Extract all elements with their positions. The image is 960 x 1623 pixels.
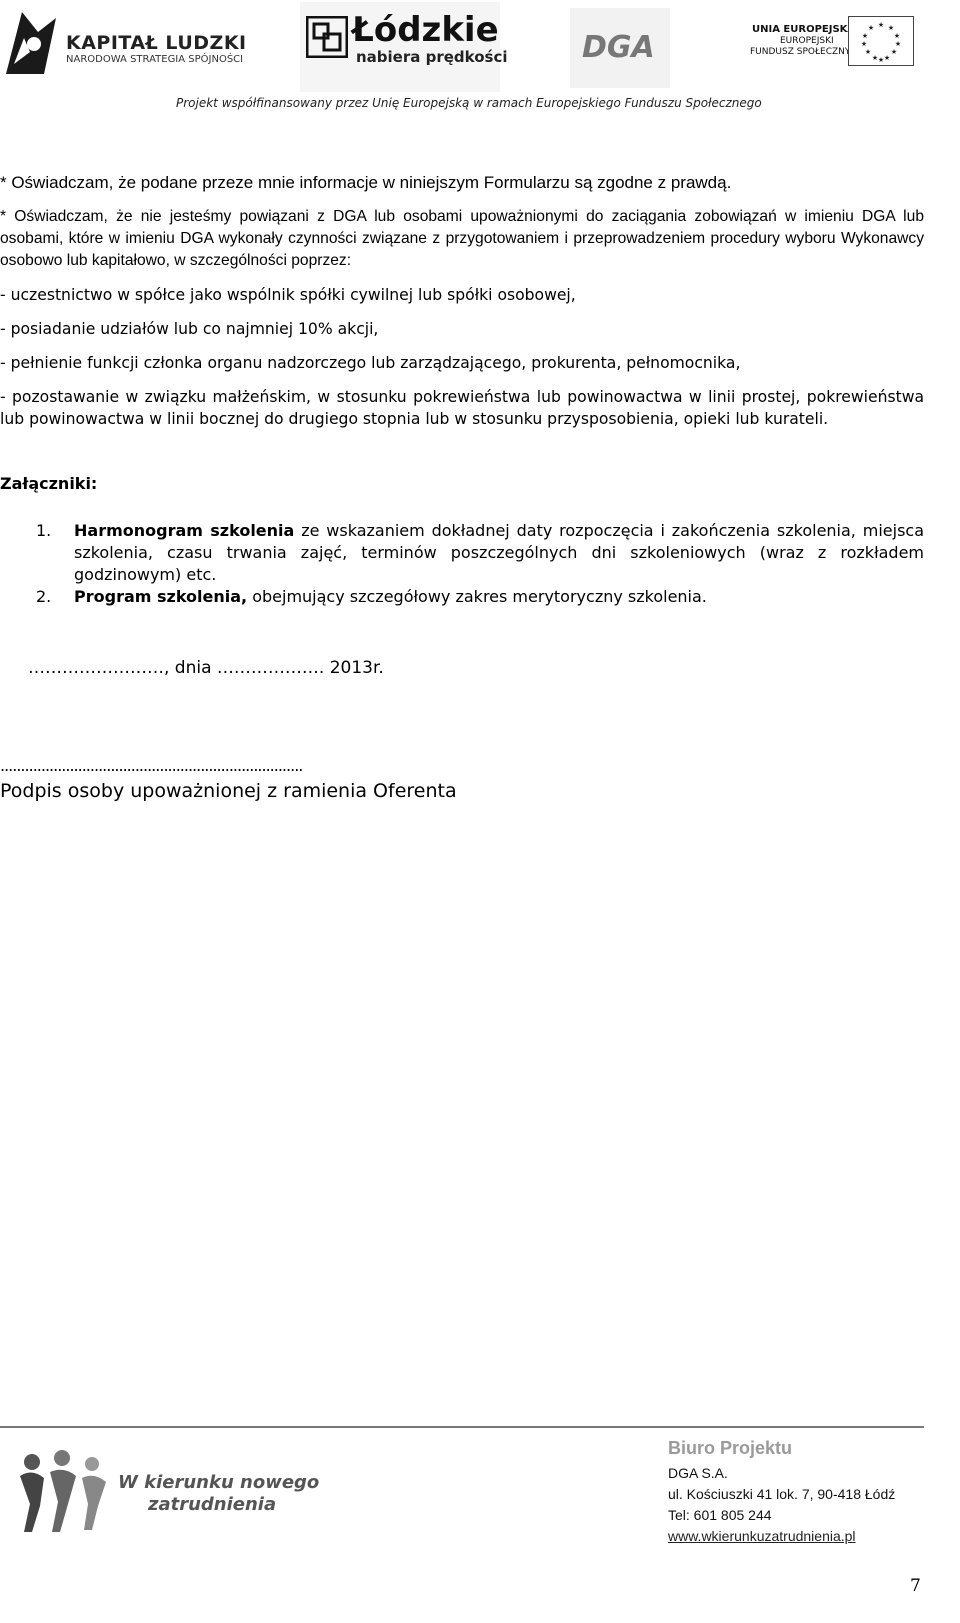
attachment-description: ze wskazaniem dokładnej daty rozpoczęcia i zakończenia szkolenia, miejsca szkolenia, czasu trwania zajęć, terminów poszczególnych dni szkoleniowych (wraz z rozkładem godzinowym) etc.	[74, 521, 925, 584]
kapital-ludzki-subtitle: NARODOWA STRATEGIA SPÓJNOŚCI	[66, 54, 244, 65]
footer-divider	[0, 1426, 924, 1428]
lodzkie-subtitle: nabiera prędkości	[356, 48, 508, 66]
eu-line2: EUROPEJSKI	[780, 36, 834, 46]
page-number: 7	[910, 1576, 921, 1596]
relation-item-3: - pełnienie funkcji członka organu nadzorczego lub zarządzającego, prokurenta, pełnomocnika,	[0, 354, 741, 372]
page-header	[0, 0, 960, 120]
w-kierunku-logo	[10, 1440, 330, 1540]
office-website-link[interactable]: www.wkierunkuzatrudnienia.pl	[668, 1528, 856, 1544]
svg-text:★: ★	[893, 32, 901, 40]
attachment-item-2	[0, 586, 924, 608]
logo-text-line1: W kierunku nowego	[118, 1472, 320, 1493]
relation-item-1: - uczestnictwo w spółce jako wspólnik spółki cywilnej lub spółki osobowej,	[0, 286, 576, 304]
attachment-number: 2.	[36, 587, 52, 606]
office-company: DGA S.A.	[668, 1465, 728, 1481]
lodzkie-logo	[300, 2, 508, 92]
office-address: ul. Kościuszki 41 lok. 7, 90-418 Łódź	[668, 1486, 896, 1502]
kapital-ludzki-title: KAPITAŁ LUDZKI	[66, 32, 247, 54]
logo-text-line2: zatrudnienia	[148, 1494, 277, 1515]
svg-text:★: ★	[890, 48, 898, 56]
svg-text:★: ★	[877, 56, 885, 64]
kapital-ludzki-logo	[4, 8, 264, 78]
svg-text:★: ★	[894, 40, 902, 48]
svg-text:★: ★	[860, 40, 868, 48]
svg-text:★: ★	[883, 54, 891, 62]
lodzkie-emblem-icon	[306, 16, 348, 58]
project-cofinancing-line: Projekt współfinansowany przez Unię Europejską w ramach Europejskiego Funduszu Społecznego	[176, 96, 762, 110]
people-figures-icon	[10, 1446, 120, 1536]
attachment-title: Harmonogram szkolenia	[74, 521, 295, 540]
attachment-title: Program szkolenia,	[74, 587, 248, 606]
svg-text:★: ★	[871, 54, 879, 62]
relation-item-2: - posiadanie udziałów lub co najmniej 10% akcji,	[0, 320, 379, 338]
kapital-ludzki-emblem-icon	[4, 8, 58, 76]
relation-item-4: - pozostawanie w związku małżeńskim, w stosunku pokrewieństwa lub powinowactwa w linii prostej, pokrewieństwa lub powinowactwa w linii bocznej do drugiego stopnia lub w stosunku przysposobienia, opieki lub kurateli.	[0, 388, 924, 428]
eu-flag-icon	[848, 16, 914, 66]
svg-text:★: ★	[861, 32, 869, 40]
attachment-description: obejmujący szczegółowy zakres merytoryczny szkolenia.	[247, 587, 707, 606]
attachments-list	[0, 520, 924, 608]
svg-text:★: ★	[887, 24, 895, 32]
attachment-number: 1.	[36, 521, 52, 540]
signature-dots: ..........................................................................	[0, 756, 303, 775]
place-date-line: ……………………, dnia ………………. 2013r.	[28, 658, 384, 678]
project-office-info	[668, 1438, 928, 1547]
office-title: Biuro Projektu	[668, 1438, 793, 1458]
office-phone: Tel: 601 805 244	[668, 1507, 772, 1523]
svg-text:★: ★	[867, 24, 875, 32]
dga-logo-text: DGA	[582, 30, 655, 65]
eu-logo	[740, 12, 920, 74]
lodzkie-title: Łódzkie	[352, 10, 499, 50]
attachment-item-1	[0, 520, 924, 586]
attachments-heading: Załączniki:	[0, 474, 98, 493]
svg-text:★: ★	[864, 48, 872, 56]
declaration-no-relations: * Oświadczam, że nie jesteśmy powiązani z DGA lub osobami upoważnionymi do zaciągania zobowiązań w imieniu DGA lub osobami, które w imieniu DGA wykonały czynności związane z przygotowaniem i przeprowadzeniem procedury wyboru Wykonawcy osobowo lub kapitałowo, w szczególności poprzez:	[0, 208, 924, 269]
signature-label: Podpis osoby upoważnionej z ramienia Oferenta	[0, 780, 457, 802]
svg-text:★: ★	[877, 21, 885, 29]
declaration-truth: * Oświadczam, że podane przeze mnie informacje w niniejszym Formularzu są zgodne z prawdą.	[0, 173, 732, 192]
dga-logo	[570, 8, 670, 88]
eu-title: UNIA EUROPEJSKA	[752, 24, 856, 35]
eu-line3: FUNDUSZ SPOŁECZNY	[750, 47, 851, 57]
w-kierunku-logo-text	[118, 1472, 319, 1516]
